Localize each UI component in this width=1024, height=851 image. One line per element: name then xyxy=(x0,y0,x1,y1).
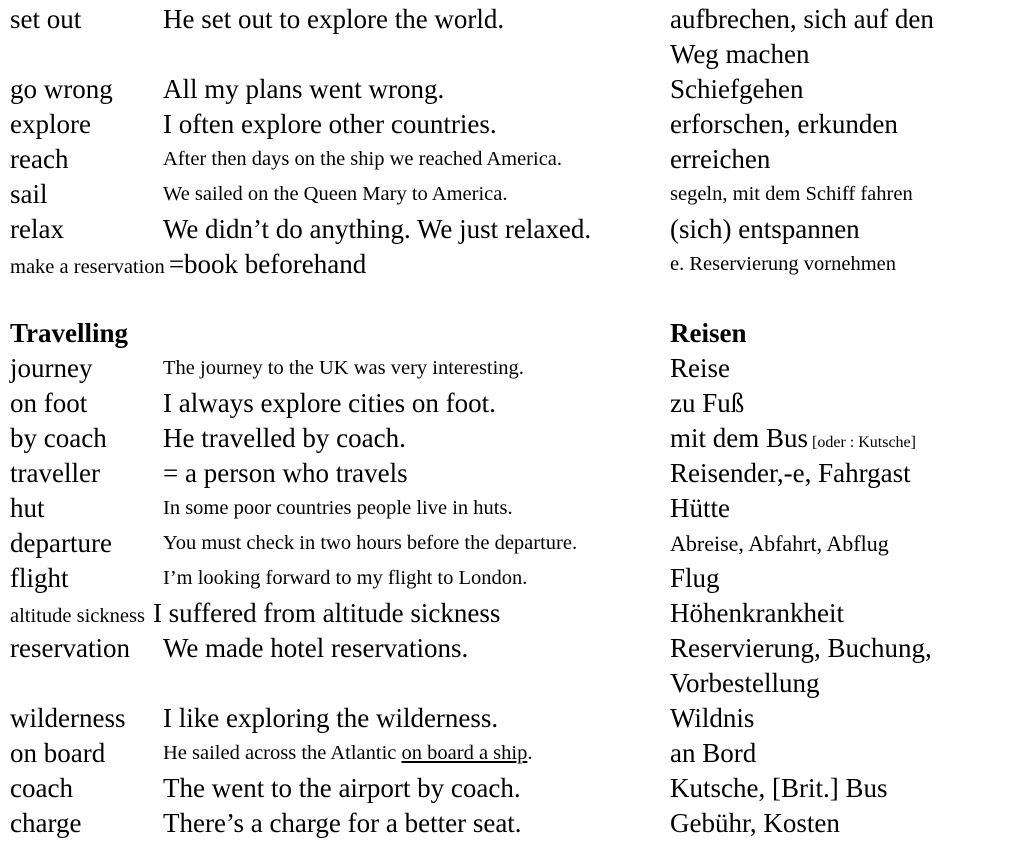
vocab-translation: Abreise, Abfahrt, Abflug xyxy=(670,531,889,556)
vocab-example: I often explore other countries. xyxy=(163,109,497,139)
vocab-example: We sailed on the Queen Mary to America. xyxy=(163,183,508,205)
vocab-translation: Reise xyxy=(670,353,730,383)
vocab-translation-continued: Weg machen xyxy=(670,39,810,69)
vocab-word: reach xyxy=(10,144,69,174)
vocab-row-coach xyxy=(0,771,1024,806)
vocab-translation: Reservierung, Buchung, xyxy=(670,633,932,663)
vocab-translation-continued: Vorbestellung xyxy=(670,668,820,698)
vocab-row-relax xyxy=(0,212,1024,247)
vocab-word: altitude sickness xyxy=(10,605,145,627)
vocab-row-explore xyxy=(0,107,1024,142)
vocab-translation: aufbrechen, sich auf den xyxy=(670,4,934,34)
vocab-word: charge xyxy=(10,808,82,838)
vocab-row-by-coach xyxy=(0,421,1024,456)
vocab-example: =book beforehand xyxy=(168,249,367,279)
vocab-translation: segeln, mit dem Schiff fahren xyxy=(670,183,913,205)
vocab-translation: Kutsche, [Brit.] Bus xyxy=(670,773,888,803)
vocab-example: He set out to explore the world. xyxy=(163,4,505,34)
vocab-word: by coach xyxy=(10,423,107,453)
vocab-word: relax xyxy=(10,214,64,244)
vocab-translation: Schiefgehen xyxy=(670,74,804,104)
vocab-translation: an Bord xyxy=(670,738,757,768)
vocab-translation-note: [oder : Kutsche] xyxy=(812,434,916,451)
vocab-example: In some poor countries people live in huts. xyxy=(163,497,513,519)
vocab-row-journey xyxy=(0,351,1024,386)
vocab-example-end: . xyxy=(527,742,533,764)
vocab-example: The journey to the UK was very interesting. xyxy=(163,357,524,379)
vocab-translation: Höhenkrankheit xyxy=(670,598,844,628)
vocab-example: = a person who travels xyxy=(163,458,408,488)
vocab-row-go-wrong xyxy=(0,72,1024,107)
vocab-word: departure xyxy=(10,528,112,558)
vocab-example: The went to the airport by coach. xyxy=(163,773,521,803)
vocab-translation: e. Reservierung vornehmen xyxy=(670,253,896,275)
section-heading-translation: Reisen xyxy=(670,318,747,348)
vocab-row-set-out-continued xyxy=(0,37,1024,72)
vocab-row-altitude-sickness xyxy=(0,596,1024,631)
vocab-word: coach xyxy=(10,773,73,803)
vocab-example: I like exploring the wilderness. xyxy=(163,703,499,733)
vocab-example: We made hotel reservations. xyxy=(163,633,469,663)
vocab-row-on-board xyxy=(0,736,1024,771)
vocab-example: You must check in two hours before the departure. xyxy=(163,532,578,554)
vocab-word: flight xyxy=(10,563,69,593)
vocab-row-reservation-continued xyxy=(0,666,1024,701)
vocab-example: I’m looking forward to my flight to London. xyxy=(163,567,528,589)
vocab-example: He travelled by coach. xyxy=(163,423,406,453)
vocab-example: I always explore cities on foot. xyxy=(163,388,496,418)
vocab-word-and-example xyxy=(10,247,366,286)
vocab-word: traveller xyxy=(10,458,100,488)
vocab-example: I suffered from altitude sickness xyxy=(152,598,501,628)
vocab-translation: zu Fuß xyxy=(670,388,745,418)
vocab-row-traveller xyxy=(0,456,1024,491)
vocab-example: After then days on the ship we reached America. xyxy=(163,148,563,170)
vocab-translation: erreichen xyxy=(670,144,771,174)
vocab-example-start: He sailed across the Atlantic xyxy=(163,742,402,764)
vocab-example-underlined: on board a ship xyxy=(401,742,528,764)
vocab-row-set-out xyxy=(0,2,1024,37)
vocab-translation: (sich) entspannen xyxy=(670,214,860,244)
vocab-translation: Hütte xyxy=(670,493,730,523)
vocab-translation: Reisender,-e, Fahrgast xyxy=(670,458,911,488)
section-heading: Travelling xyxy=(10,318,128,348)
vocab-row-sail xyxy=(0,177,1024,212)
vocab-translation-group xyxy=(670,421,916,460)
vocab-row-reservation xyxy=(0,631,1024,666)
vocab-row-flight xyxy=(0,561,1024,596)
vocab-row-hut xyxy=(0,491,1024,526)
vocab-row-charge xyxy=(0,806,1024,841)
vocab-example xyxy=(163,736,532,771)
vocab-word: journey xyxy=(10,353,93,383)
vocab-row-make-a-reservation xyxy=(0,247,1024,282)
vocab-word: on board xyxy=(10,738,106,768)
vocab-translation: Wildnis xyxy=(670,703,755,733)
vocab-word: explore xyxy=(10,109,91,139)
vocab-translation: mit dem Bus xyxy=(670,423,809,453)
vocab-word-and-example xyxy=(10,596,500,635)
section-heading-row xyxy=(0,316,1024,351)
vocab-row-reach xyxy=(0,142,1024,177)
vocab-word: wilderness xyxy=(10,703,126,733)
vocab-row-wilderness xyxy=(0,701,1024,736)
vocab-word: set out xyxy=(10,4,82,34)
vocab-word: go wrong xyxy=(10,74,113,104)
vocab-row-on-foot xyxy=(0,386,1024,421)
vocab-word: on foot xyxy=(10,388,88,418)
vocab-translation: Gebühr, Kosten xyxy=(670,808,840,838)
vocab-example: All my plans went wrong. xyxy=(163,74,445,104)
vocab-example: We didn’t do anything. We just relaxed. xyxy=(163,214,592,244)
vocab-word: sail xyxy=(10,179,48,209)
vocab-translation: erforschen, erkunden xyxy=(670,109,898,139)
vocab-translation: Flug xyxy=(670,563,720,593)
vocab-example: There’s a charge for a better seat. xyxy=(163,808,522,838)
vocab-row-departure xyxy=(0,526,1024,561)
vocab-word: hut xyxy=(10,493,45,523)
vocab-word: reservation xyxy=(10,633,130,663)
vocab-word: make a reservation xyxy=(10,256,165,278)
